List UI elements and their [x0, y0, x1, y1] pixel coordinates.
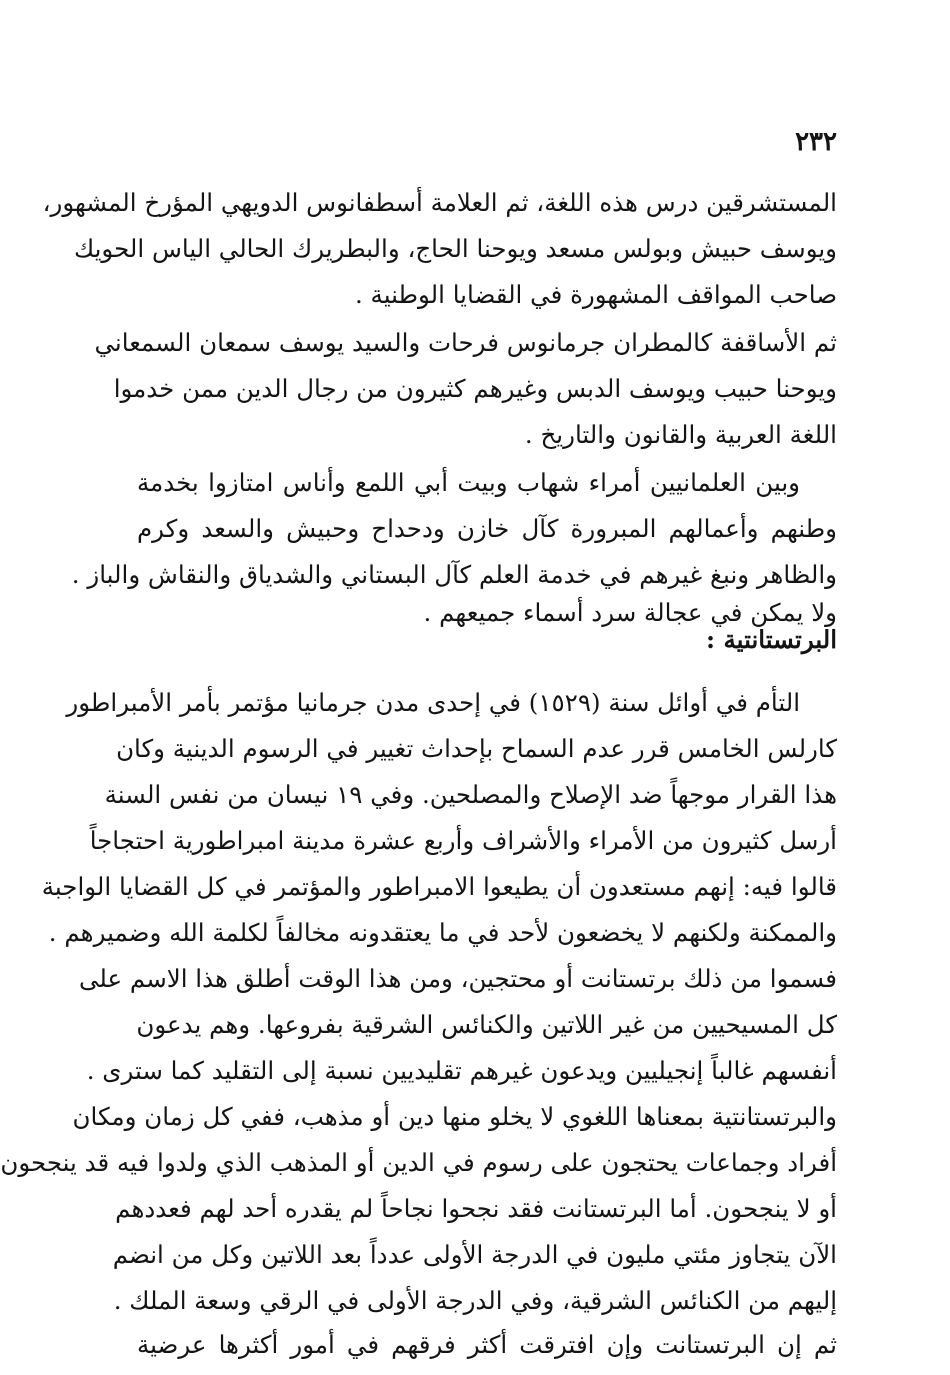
- text-line: فسموا من ذلك برتستانت أو محتجين، ومن هذا الوقت أطلق هذا الاسم على: [78, 964, 837, 993]
- text-line: اللغة العربية والقانون والتاريخ .: [524, 420, 837, 449]
- text-line: المستشرقين درس هذه اللغة، ثم العلامة أسطفانوس الدويهي المؤرخ المشهور،: [42, 188, 837, 217]
- text-line: أو لا ينجحون. أما البرتستانت فقد نجحوا نجاحاً لم يقدره أحد لهم فعددهم: [115, 1194, 837, 1223]
- text-line: ثم الأساقفة كالمطران جرمانوس فرحات والسيد يوسف سمعان السمعاني: [94, 328, 837, 357]
- text-line: قالوا فيه: إنهم مستعدون أن يطيعوا الامبراطور والمؤتمر في كل القضايا الواجبة: [41, 872, 837, 901]
- section-heading: البرتستانتية :: [705, 625, 837, 654]
- text-line: والممكنة ولكنهم لا يخضعون لأحد في ما يعتقدونه مخالفاً لكلمة الله وضميرهم .: [48, 918, 837, 947]
- text-line: والظاهر ونبغ غيرهم في خدمة العلم كآل البستاني والشدياق والنقاش والباز .: [71, 560, 837, 589]
- text-line: والبرتستانتية بمعناها اللغوي لا يخلو منها دين أو مذهب، ففي كل زمان ومكان: [72, 1102, 837, 1131]
- text-line: كارلس الخامس قرر عدم السماح بإحداث تغيير في الرسوم الدينية وكان: [116, 734, 837, 763]
- text-line: ولا يمكن في عجالة سرد أسماء جميعهم .: [423, 598, 837, 627]
- text-line: إليهم من الكنائس الشرقية، وفي الدرجة الأولى في الرقي وسعة الملك .: [113, 1286, 837, 1315]
- text-line: ويوحنا حبيب ويوسف الدبس وغيرهم كثيرون من رجال الدين ممن خدموا: [113, 374, 837, 403]
- text-line: الآن يتجاوز مئتي مليون في الدرجة الأولى عدداً بعد اللاتين وكل من انضم: [112, 1240, 837, 1269]
- text-line: أرسل كثيرون من الأمراء والأشراف وأربع عشرة مدينة امبراطورية احتجاجاً: [89, 826, 837, 855]
- text-line: التأم في أوائل سنة (١٥٢٩) في إحدى مدن جرمانيا مؤتمر بأمر الأمبراطور: [66, 688, 800, 717]
- text-line: ثم إن البرتستانت وإن افترقت أكثر فرقهم في أمور أكثرها عرضية: [137, 1330, 837, 1359]
- text-line: أنفسهم غالباً إنجيليين ويدعون غيرهم تقليديين نسبة إلى التقليد كما سترى .: [86, 1056, 837, 1085]
- text-line: ويوسف حبيش وبولس مسعد ويوحنا الحاج، والبطريرك الحالي الياس الحويك: [73, 234, 837, 263]
- text-line: وطنهم وأعمالهم المبرورة كآل خازن ودحداح وحبيش والسعد وكرم: [137, 514, 837, 543]
- text-line: هذا القرار موجهاً ضد الإصلاح والمصلحين. وفي ١٩ نيسان من نفس السنة: [104, 780, 837, 809]
- text-line: وبين العلمانيين أمراء شهاب وبيت أبي اللمع وأناس امتازوا بخدمة: [137, 468, 800, 497]
- page-number: ٢٣٢: [795, 127, 837, 157]
- text-line: صاحب المواقف المشهورة في القضايا الوطنية .: [354, 280, 837, 309]
- text-line: كل المسيحيين من غير اللاتين والكنائس الشرقية بفروعها. وهم يدعون: [136, 1010, 837, 1039]
- text-line: أفراد وجماعات يحتجون على رسوم في الدين أو المذهب الذي ولدوا فيه قد ينجحون: [0, 1148, 837, 1177]
